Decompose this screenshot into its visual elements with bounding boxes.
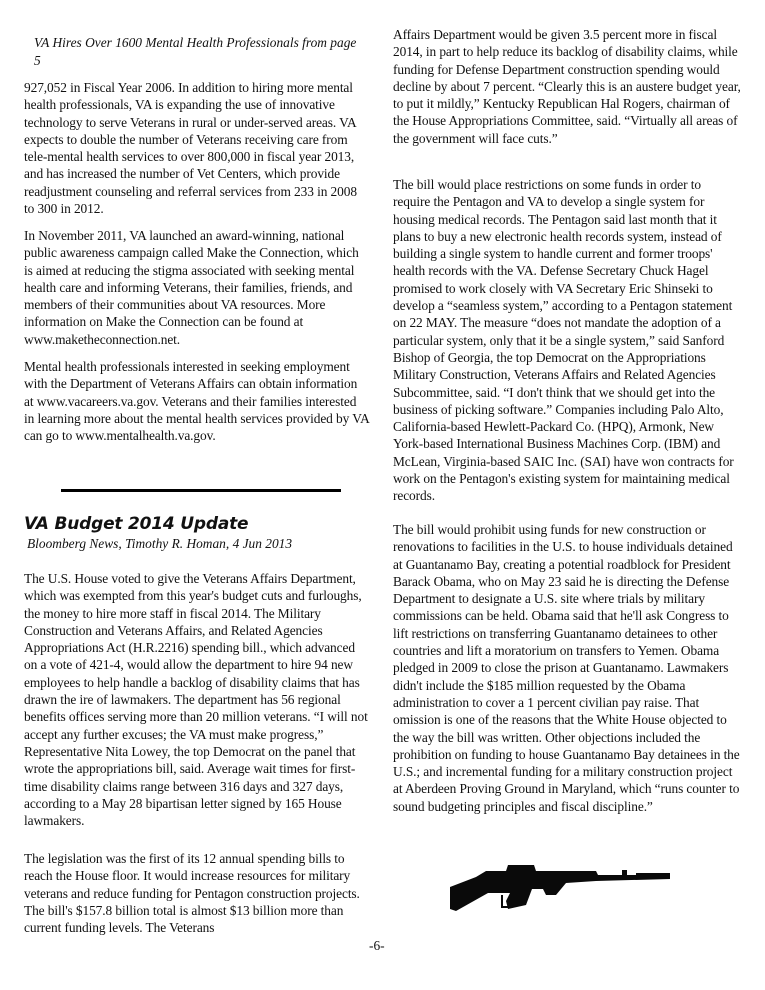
right-paragraph-2: The bill would place restrictions on some funds in order to require the Pentagon and VA to develop a single system for housing medical records. The Pentagon said last month that it plans to buy a new electronic health records system, instead of building a single system to handle current and former troops' health records with the VA. Defense Secretary Chuck Hagel promised to work closely with VA Secretary Eric Shinseki to develop a “seamless system,” according to a Pentagon statement on 22 MAY. The measure “does not mandate the adoption of a particular system, only that it be a single system,” said Sanford Bishop of Georgia, the top Democrat on the Appropriations Military Construction, Veterans Affairs and Related Agencies Subcommittee, said. “I don't think that we should get into the business of picking software.” Companies including Palo Alto, California-based Hewlett-Packard Co. (HPQ), Armonk, New York-based International Business Machines Corp. (IBM) and McLean, Virginia-based SAIC Inc. (SAI) have won contracts for work on the Pentagon's existing system for maintaining medical records.: [393, 177, 734, 504]
left-paragraph-3: Mental health professionals interested in seeking employment with the Department of Veterans Affairs can obtain information at www.vacareers.va.gov. Veterans and their families interested in learning more about the mental health services provided by VA can go to www.mentalhealth.va.gov.: [24, 359, 369, 444]
section-byline: Bloomberg News, Timothy R. Homan, 4 Jun 2013: [27, 536, 293, 551]
rifle-icon: [446, 857, 676, 927]
section-paragraph-1: The U.S. House voted to give the Veterans Affairs Department, which was exempted from this year's budget cuts and furloughs, the money to hire more staff in fiscal 2014. The Military Construction and Veterans Affairs, and Related Agencies Appropriations Act (H.R.2216) spending bill., which advanced on a vote of 421-4, would allow the department to hire 94 new employees to help handle a backlog of disability claims that has drawn the ire of lawmakers. The department has 56 regional benefits offices serving more than 20 million veterans. “I will not accept any further excuses; the VA must make progress,” Representative Nita Lowey, the top Democrat on the panel that wrote the appropriations bill, said. Average wait times for first-time disability claims range between 316 days and 327 days, according to a May 28 bipartisan letter signed by 165 House lawmakers.: [24, 571, 368, 829]
right-paragraph-1: Affairs Department would be given 3.5 percent more in fiscal 2014, in part to help reduce its backlog of disability claims, while funding for Defense Department construction spending would decline by about 7 percent. “Clearly this is an austere budget year, to put it mildly,” Kentucky Republican Hal Rogers, chairman of the House Appropriations Committee, said. “Virtually all areas of the government will face cuts.”: [393, 27, 741, 146]
section-title: VA Budget 2014 Update: [24, 514, 249, 534]
section-divider: [61, 489, 341, 492]
section-paragraph-2: The legislation was the first of its 12 annual spending bills to reach the House floor. It would increase resources for military veterans and reduce funding for Pentagon construction projects. The bill's $157.8 billion total is almost $13 billion more than current funding levels. The Veterans: [24, 851, 360, 936]
left-paragraph-2: In November 2011, VA launched an award-winning, national public awareness campaign called Make the Connection, which is aimed at reducing the stigma associated with seeking mental health care and informing Veterans, their families, friends, and members of their communities about VA resources. More information on Make the Connection can be found at www.maketheconnection.net.: [24, 228, 359, 347]
left-paragraph-1: 927,052 in Fiscal Year 2006. In addition to hiring more mental health professionals, VA is expanding the use of innovative technology to serve Veterans in rural or under-served areas. VA expects to double the number of Veterans receiving care from tele-mental health services to over 800,000 in fiscal year 2013, and has increased the number of Vet Centers, which provide readjustment counseling and referral services from 233 in 2008 to 300 in 2012.: [24, 80, 357, 217]
page-number: -6-: [369, 938, 385, 953]
right-paragraph-3: The bill would prohibit using funds for new construction or renovations to facilities in the U.S. to house individuals detained at Guantanamo Bay, creating a potential roadblock for President Barack Obama, who on May 23 said he is directing the Defense Department to designate a U.S. site where trials by military commissions can be held. Obama said that he'll ask Congress to lift restrictions on transferring Guantanamo detainees to other countries and lift a moratorium on transfers to Yemen. Obama pledged in 2009 to close the prison at Guantanamo. Lawmakers didn't include the $185 million requested by the Obama administration to cover a 1 percent civilian pay raise. That omission is one of the reasons that the White House objected to the way the bill was written. Other objections included the prohibition on funding to house Guantanamo Bay detainees in the U.S.; and incremental funding for a military construction project at Aberdeen Proving Ground in Maryland, which “runs counter to sound budgeting principles and fiscal discipline.”: [393, 522, 740, 814]
continued-header: VA Hires Over 1600 Mental Health Professionals from page 5: [34, 35, 357, 68]
